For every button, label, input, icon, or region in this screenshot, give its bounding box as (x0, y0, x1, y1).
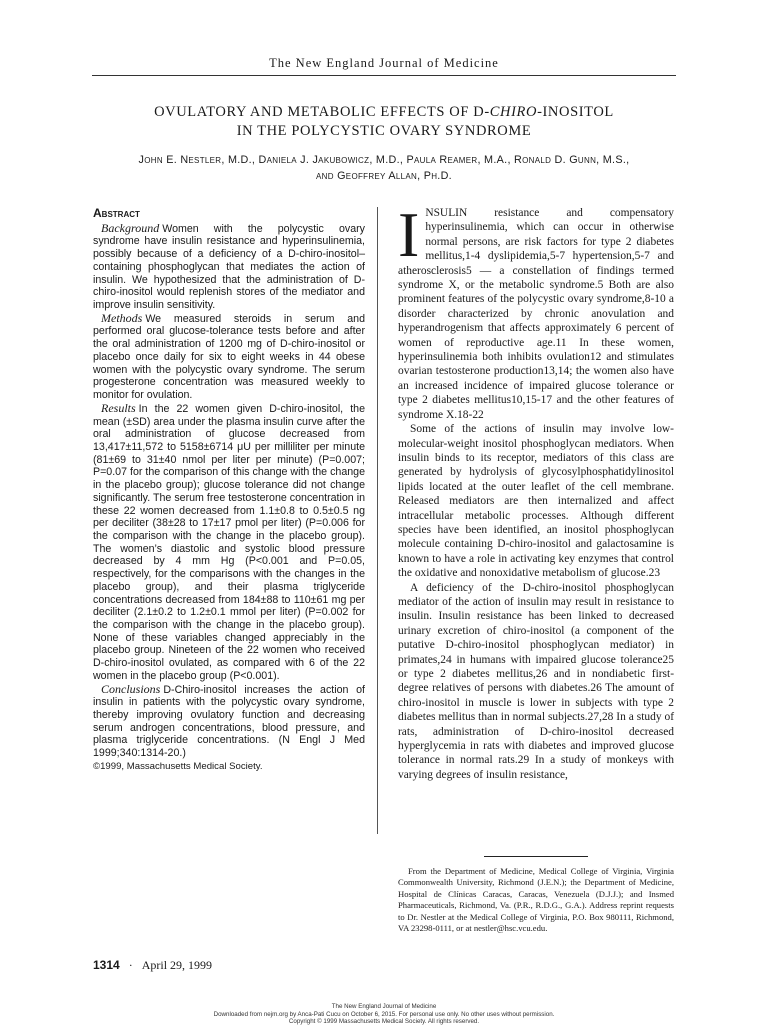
title-chiro: CHIRO (489, 104, 538, 120)
authors-line-2: and Geoffrey Allan, Ph.D. (316, 170, 452, 182)
title-line-1-post: -INOSITOL (537, 104, 614, 120)
background-label: Background (101, 220, 160, 235)
authors-line-1: John E. Nestler, M.D., Daniela J. Jakubowicz, M.D., Paula Reamer, M.A., Ronald D. Gunn, M.S., (138, 154, 630, 166)
title-hyphen: - (484, 104, 490, 120)
background-text: Women with the polycystic ovary syndrome have insulin resistance and hyperinsulinemia, possibly because of a deficiency of a D-chiro-inositol–containing phosphoglycan that mediates the action of insulin. We hypothesized that the administration of D-chiro-inositol would replenish stores of the mediator and improve insulin sensitivity. (93, 222, 365, 312)
body-paragraph (398, 199, 674, 422)
drop-cap: I (398, 199, 420, 270)
title-d-prefix: D (473, 104, 485, 120)
page-number: 1314 (93, 958, 120, 972)
results-text: In the 22 women given D-chiro-inositol, the mean (±SD) area under the plasma insulin curve after the oral administration of glucose decreased from 13,417±11,572 to 5158±6714 μU per milliliter per minute (81±69 to 31±40 nmol per liter per minute) (P=0.007; P=0.07 for the comparison of this change with the change in the placebo group); glucose tolerance did not change significantly. The serum free testosterone concentration in these 22 women decreased from 1.1±0.8 to 0.5±0.5 ng per deciliter (38±28 to 17±17 pmol per liter) (P=0.006 for the comparison with the change in the placebo group). The women’s diastolic and systolic blood pressure decreased by 4 mm Hg (P<0.001 and P=0.05, respectively, for the comparisons with the changes in the placebo group), and their plasma triglyceride concentrations decreased from 184±88 to 110±61 mg per deciliter (2.1±0.2 to 1.2±0.1 mmol per liter) (P=0.002 for the comparison with the change in the placebo group). None of these variables changed appreciably in the placebo group. Nineteen of the 22 women who received D-chiro-inositol ovulated, as compared with 6 of the 22 women in the placebo group (P<0.001). (93, 402, 365, 682)
abstract-heading: Abstract (93, 206, 140, 220)
publication-date: April 29, 1999 (141, 958, 213, 972)
abstract-background (93, 222, 365, 312)
results-label: Results (101, 400, 136, 415)
article-title (100, 103, 668, 141)
abstract-conclusions (93, 683, 365, 760)
notice-journal-name: The New England Journal of Medicine (331, 1003, 437, 1010)
abstract-results (93, 402, 365, 683)
notice-download-info: Downloaded from nejm.org by Anca-Pati Cucu on October 6, 2015. For personal use only. No other uses without permission. (213, 1010, 555, 1018)
journal-header: The New England Journal of Medicine (269, 56, 499, 70)
header-rule (92, 75, 676, 76)
conclusions-text: D-Chiro-inositol increases the action of insulin in patients with the polycystic ovary syndrome, thereby improving ovulatory function and decreasing serum androgen concentrations, blood pressure, and plasma triglyceride concentrations. (N Engl J Med 1999;340:1314-20.) (93, 683, 365, 760)
title-line-1 (100, 103, 668, 122)
methods-text: We measured steroids in serum and performed oral glucose-tolerance tests before and after the oral administration of 1200 mg of D-chiro-inositol or placebo once daily for six to eight weeks in 44 obese women with the polycystic ovary syndrome. The serum progesterone concentration was measured weekly to monitor for ovulation. (93, 312, 365, 402)
body-paragraph: A deficiency of the D-chiro-inositol phosphoglycan mediator of the action of insulin may result in resistance to insulin. Insulin resistance has been linked to decreased urinary excretion of chiro-inositol (a component of the putative D-chiro-inositol phosphoglycan mediator) in primates,24 in humans with impaired glucose tolerance25 or type 2 diabetes mellitus,26 and in nondiabetic first-degree relatives of persons with diabetes.26 The amount of chiro-inositol in muscle is lower in subjects with type 2 diabetes mellitus than in normal subjects.27,28 In a study of rats, administration of D-chiro-inositol decreased hyperglycemia in rats with diabetes and improved glucose tolerance in normal rats.29 In a study of monkeys with varying degrees of insulin resistance, (398, 581, 674, 781)
download-notice (0, 1003, 768, 1026)
notice-copyright: Copyright © 1999 Massachusetts Medical Society. All rights reserved. (288, 1018, 480, 1025)
conclusions-label: Conclusions (101, 681, 161, 696)
column-rule (377, 207, 378, 834)
author-list (80, 152, 688, 184)
title-line-2: IN THE POLYCYSTIC OVARY SYNDROME (236, 123, 532, 139)
body-paragraph: Some of the actions of insulin may involve low-molecular-weight inositol phosphoglycan mediators. When insulin binds to its receptor, mediators of this class are generated by hydrolysis of glycosylphosphatidylinositol lipids located at the outer leaflet of the cell membrane. Released mediators are then internalized and affect intracellular metabolic processes. Although different species have been identified, an inositol phosphoglycan molecule containing D-chiro-inositol and galactosamine is known to have a role in activating key enzymes that control the oxidative and nonoxidative metabolism of glucose.23 (398, 423, 674, 580)
paragraph-1-text: NSULIN resistance and compensatory hyperinsulinemia, which can occur in otherwise normal persons, are risk factors for type 2 diabetes mellitus,1-4 dyslipidemia,5-7 hypertension,5-7 and atherosclerosis5 — a constellation of findings termed syndrome X, or the metabolic syndrome.5 Both are also prominent features of the polycystic ovary syndrome,8-10 a disorder characterized by chronic anovulation and hyperandrogenism that affects approximately 6 percent of women of reproductive age.11 In these women, hyperinsulinemia both inhibits ovulation12 and stimulates ovarian testosterone production13,14; the women also have an increased incidence of impaired glucose tolerance or type 2 diabetes mellitus10,15-17 and the other features of syndrome X.18-22 (398, 207, 674, 421)
methods-label: Methods (101, 310, 143, 325)
footer-separator: · (128, 958, 133, 972)
abstract (93, 207, 365, 774)
affiliation-footnote: From the Department of Medicine, Medical College of Virginia, Virginia Commonwealth University, Richmond (J.E.N.); the Department of Medicine, Hospital de Clínicas Caracas, Caracas, Venezuela (D.J.J.); and Insmed Pharmaceuticals, Richmond, Va. (P.R., R.D.G., G.A.). Address reprint requests to Dr. Nestler at the Medical College of Virginia, P.O. Box 980111, Richmond, VA 23298-0111, or at nestler@hsc.vcu.edu. (398, 866, 674, 934)
abstract-methods (93, 312, 365, 402)
title-line-1-pre: OVULATORY AND METABOLIC EFFECTS OF (154, 104, 474, 120)
page-footer (93, 958, 212, 973)
footnote-rule (484, 856, 588, 857)
article-body (398, 199, 674, 782)
copyright-notice: ©1999, Massachusetts Medical Society. (93, 760, 263, 772)
